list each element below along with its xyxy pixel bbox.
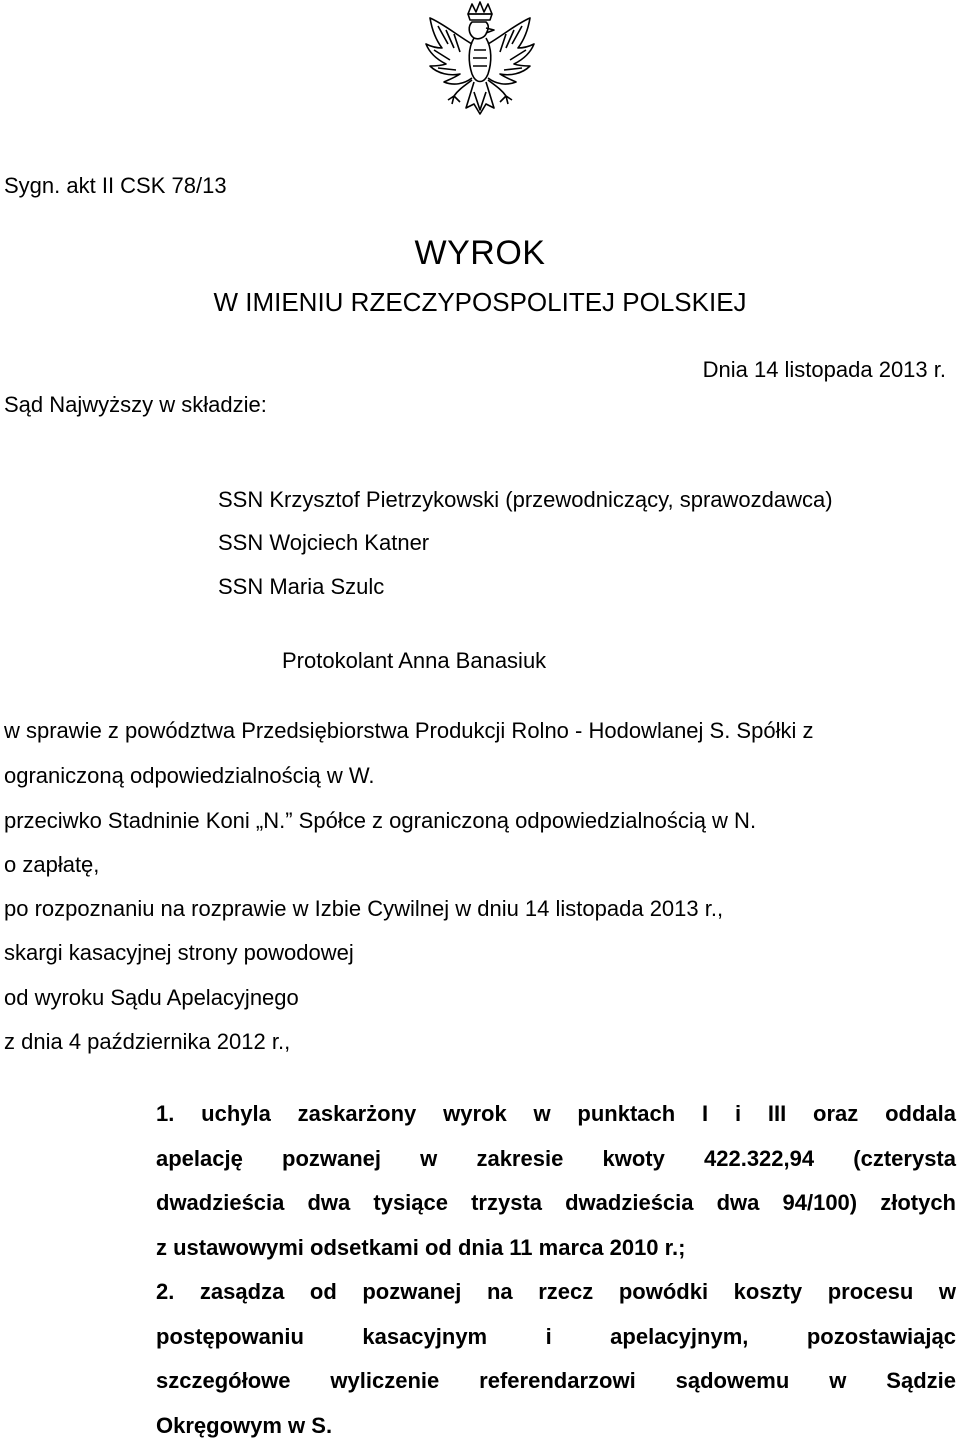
judge-presiding: SSN Krzysztof Pietrzykowski (przewodniczący, sprawozdawca) xyxy=(218,487,833,513)
document-title: WYROK xyxy=(0,234,960,273)
case-line: o zapłatę, xyxy=(4,852,99,878)
clerk: Protokolant Anna Banasiuk xyxy=(282,648,546,674)
case-line: skargi kasacyjnej strony powodowej xyxy=(4,940,354,966)
ruling-line: 1. uchyla zaskarżony wyrok w punktach I i III oraz oddala xyxy=(156,1092,956,1137)
court-composition-label: Sąd Najwyższy w składzie: xyxy=(4,392,267,418)
ruling-line: apelację pozwanej w zakresie kwoty 422.322,94 (czterysta xyxy=(156,1137,956,1182)
ruling-item-1 xyxy=(156,1092,956,1270)
ruling-line: Okręgowym w S. xyxy=(156,1404,956,1448)
ruling-line: dwadzieścia dwa tysiące trzysta dwadzieścia dwa 94/100) złotych xyxy=(156,1181,956,1226)
case-signature: Sygn. akt II CSK 78/13 xyxy=(4,173,227,199)
case-line: po rozpoznaniu na rozprawie w Izbie Cywilnej w dniu 14 listopada 2013 r., xyxy=(4,896,723,922)
ruling-line: postępowaniu kasacyjnym i apelacyjnym, pozostawiając xyxy=(156,1315,956,1360)
judge: SSN Maria Szulc xyxy=(218,574,384,600)
case-line: w sprawie z powództwa Przedsiębiorstwa Produkcji Rolno - Hodowlanej S. Spółki z xyxy=(4,718,813,744)
ruling-item-2 xyxy=(156,1270,956,1448)
ruling-line: szczegółowe wyliczenie referendarzowi sądowemu w Sądzie xyxy=(156,1359,956,1404)
judge: SSN Wojciech Katner xyxy=(218,530,429,556)
judgment-date: Dnia 14 listopada 2013 r. xyxy=(703,357,946,383)
polish-eagle-emblem xyxy=(418,0,542,140)
document-subtitle: W IMIENIU RZECZYPOSPOLITEJ POLSKIEJ xyxy=(0,287,960,318)
case-line: z dnia 4 października 2012 r., xyxy=(4,1029,290,1055)
case-line: ograniczoną odpowiedzialnością w W. xyxy=(4,763,375,789)
case-line: przeciwko Stadninie Koni „N.” Spółce z ograniczoną odpowiedzialnością w N. xyxy=(4,808,756,834)
case-line: od wyroku Sądu Apelacyjnego xyxy=(4,985,299,1011)
ruling-line: 2. zasądza od pozwanej na rzecz powódki koszty procesu w xyxy=(156,1270,956,1315)
ruling-line: z ustawowymi odsetkami od dnia 11 marca 2010 r.; xyxy=(156,1226,956,1271)
